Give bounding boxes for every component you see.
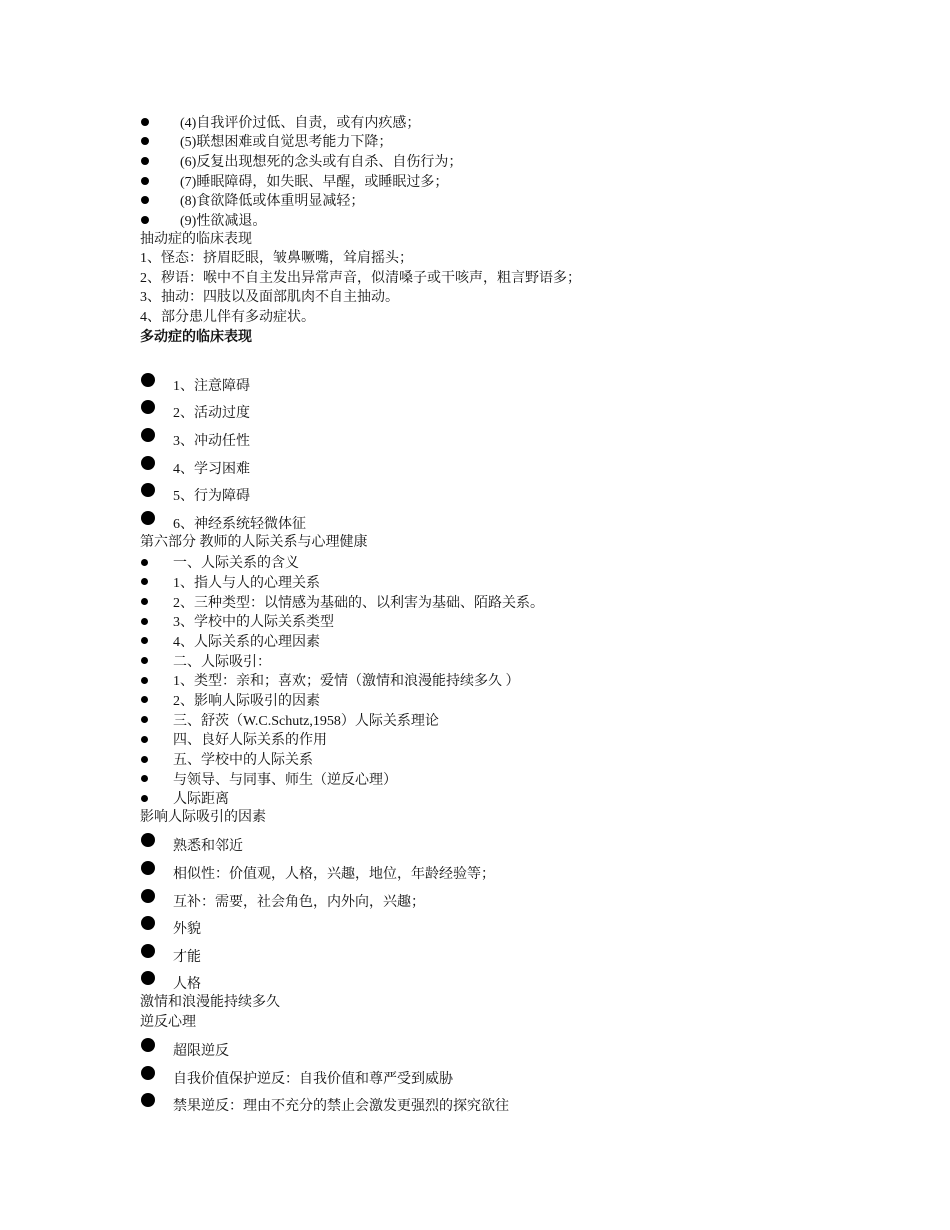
list-item: 禁果逆反：理由不充分的禁止会激发更强烈的探究欲往 bbox=[140, 1088, 840, 1116]
bullet-icon bbox=[141, 196, 149, 204]
bullet-icon bbox=[141, 157, 149, 165]
list-item: 5、行为障碍 bbox=[140, 478, 840, 506]
bullet-icon bbox=[141, 559, 148, 566]
list-item: (9)性欲减退。 bbox=[140, 210, 840, 230]
list-item: 人际距离 bbox=[140, 789, 840, 809]
document-page bbox=[140, 112, 840, 1115]
adhd-list bbox=[140, 367, 840, 533]
attraction-heading: 影响人际吸引的因素 bbox=[140, 810, 266, 826]
bullet-icon bbox=[141, 483, 155, 497]
list-item: 自我价值保护逆反：自我价值和尊严受到威胁 bbox=[140, 1060, 840, 1088]
bullet-icon bbox=[141, 637, 148, 644]
list-item: (7)睡眠障碍，如失眠、早醒，或睡眠过多； bbox=[140, 171, 840, 191]
spacer bbox=[140, 347, 840, 367]
rebellion-list bbox=[140, 1033, 840, 1116]
list-item: 一、人际关系的含义 bbox=[140, 552, 840, 572]
list-item: 6、神经系统轻微体征 bbox=[140, 505, 840, 533]
list-item: (5)联想困难或自觉思考能力下降； bbox=[140, 132, 840, 152]
depression-list bbox=[140, 112, 840, 230]
bullet-icon bbox=[141, 1066, 155, 1080]
part6-list bbox=[140, 552, 840, 808]
bullet-icon bbox=[141, 456, 155, 470]
bullet-icon bbox=[141, 598, 148, 605]
list-item: 3、冲动任性 bbox=[140, 422, 840, 450]
bullet-icon bbox=[141, 916, 155, 930]
bullet-icon bbox=[141, 861, 155, 875]
bullet-icon bbox=[141, 373, 155, 387]
tic-line: 1、怪态：挤眉眨眼，皱鼻噘嘴，耸肩摇头； bbox=[140, 251, 413, 267]
list-item: 相似性：价值观，人格，兴趣，地位，年龄经验等； bbox=[140, 855, 840, 883]
bullet-icon bbox=[141, 1093, 155, 1107]
bullet-icon bbox=[141, 795, 148, 802]
bullet-icon bbox=[141, 400, 155, 414]
list-item: 3、学校中的人际关系类型 bbox=[140, 611, 840, 631]
bullet-icon bbox=[141, 118, 149, 126]
list-item: 1、指人与人的心理关系 bbox=[140, 572, 840, 592]
bullet-icon bbox=[141, 833, 155, 847]
bullet-icon bbox=[141, 944, 155, 958]
list-item: 才能 bbox=[140, 938, 840, 966]
bullet-icon bbox=[141, 756, 148, 763]
list-item: 人格 bbox=[140, 966, 840, 994]
list-item: 2、影响人际吸引的因素 bbox=[140, 690, 840, 710]
list-item: 2、活动过度 bbox=[140, 395, 840, 423]
list-item: 二、人际吸引： bbox=[140, 651, 840, 671]
bullet-icon bbox=[141, 775, 148, 782]
tic-line: 2、秽语：喉中不自主发出异常声音，似清嗓子或干咳声，粗言野语多； bbox=[140, 270, 581, 286]
bullet-icon bbox=[141, 677, 148, 684]
passion-line: 激情和浪漫能持续多久 bbox=[140, 995, 280, 1011]
part6-heading: 第六部分 教师的人际关系与心理健康 bbox=[140, 534, 368, 550]
list-item: 熟悉和邻近 bbox=[140, 828, 840, 856]
tic-heading: 抽动症的临床表现 bbox=[140, 231, 252, 247]
bullet-icon bbox=[141, 618, 148, 625]
list-item: 4、学习困难 bbox=[140, 450, 840, 478]
list-item: 互补：需要，社会角色，内外向，兴趣； bbox=[140, 883, 840, 911]
bullet-icon bbox=[141, 428, 155, 442]
adhd-heading: 多动症的临床表现 bbox=[140, 329, 252, 345]
bullet-icon bbox=[141, 1038, 155, 1052]
list-item: 2、三种类型：以情感为基础的、以利害为基础、陌路关系。 bbox=[140, 592, 840, 612]
list-item: 1、类型：亲和；喜欢；爱情（激情和浪漫能持续多久 ） bbox=[140, 670, 840, 690]
bullet-icon bbox=[141, 889, 155, 903]
bullet-icon bbox=[141, 216, 149, 224]
list-item: 与领导、与同事、师生（逆反心理） bbox=[140, 769, 840, 789]
list-item: 四、良好人际关系的作用 bbox=[140, 729, 840, 749]
bullet-icon bbox=[141, 511, 155, 525]
bullet-icon bbox=[141, 657, 148, 664]
list-item: 4、人际关系的心理因素 bbox=[140, 631, 840, 651]
attraction-list bbox=[140, 828, 840, 994]
bullet-icon bbox=[141, 177, 149, 185]
list-item: (8)食欲降低或体重明显减轻； bbox=[140, 190, 840, 210]
bullet-icon bbox=[141, 971, 155, 985]
list-item: 三、舒茨（W.C.Schutz,1958）人际关系理论 bbox=[140, 710, 840, 730]
list-item: 外貌 bbox=[140, 911, 840, 939]
rebellion-heading: 逆反心理 bbox=[140, 1014, 196, 1030]
bullet-icon bbox=[141, 578, 148, 585]
bullet-icon bbox=[141, 736, 148, 743]
list-item: 五、学校中的人际关系 bbox=[140, 749, 840, 769]
bullet-icon bbox=[141, 696, 148, 703]
list-item: (6)反复出现想死的念头或有自杀、自伤行为； bbox=[140, 151, 840, 171]
bullet-icon bbox=[141, 716, 148, 723]
bullet-icon bbox=[141, 137, 149, 145]
list-item: 超限逆反 bbox=[140, 1033, 840, 1061]
list-item: (4)自我评价过低、自责，或有内疚感； bbox=[140, 112, 840, 132]
tic-line: 3、抽动：四肢以及面部肌肉不自主抽动。 bbox=[140, 290, 399, 306]
tic-line: 4、部分患儿伴有多动症状。 bbox=[140, 309, 315, 325]
list-item: 1、注意障碍 bbox=[140, 367, 840, 395]
